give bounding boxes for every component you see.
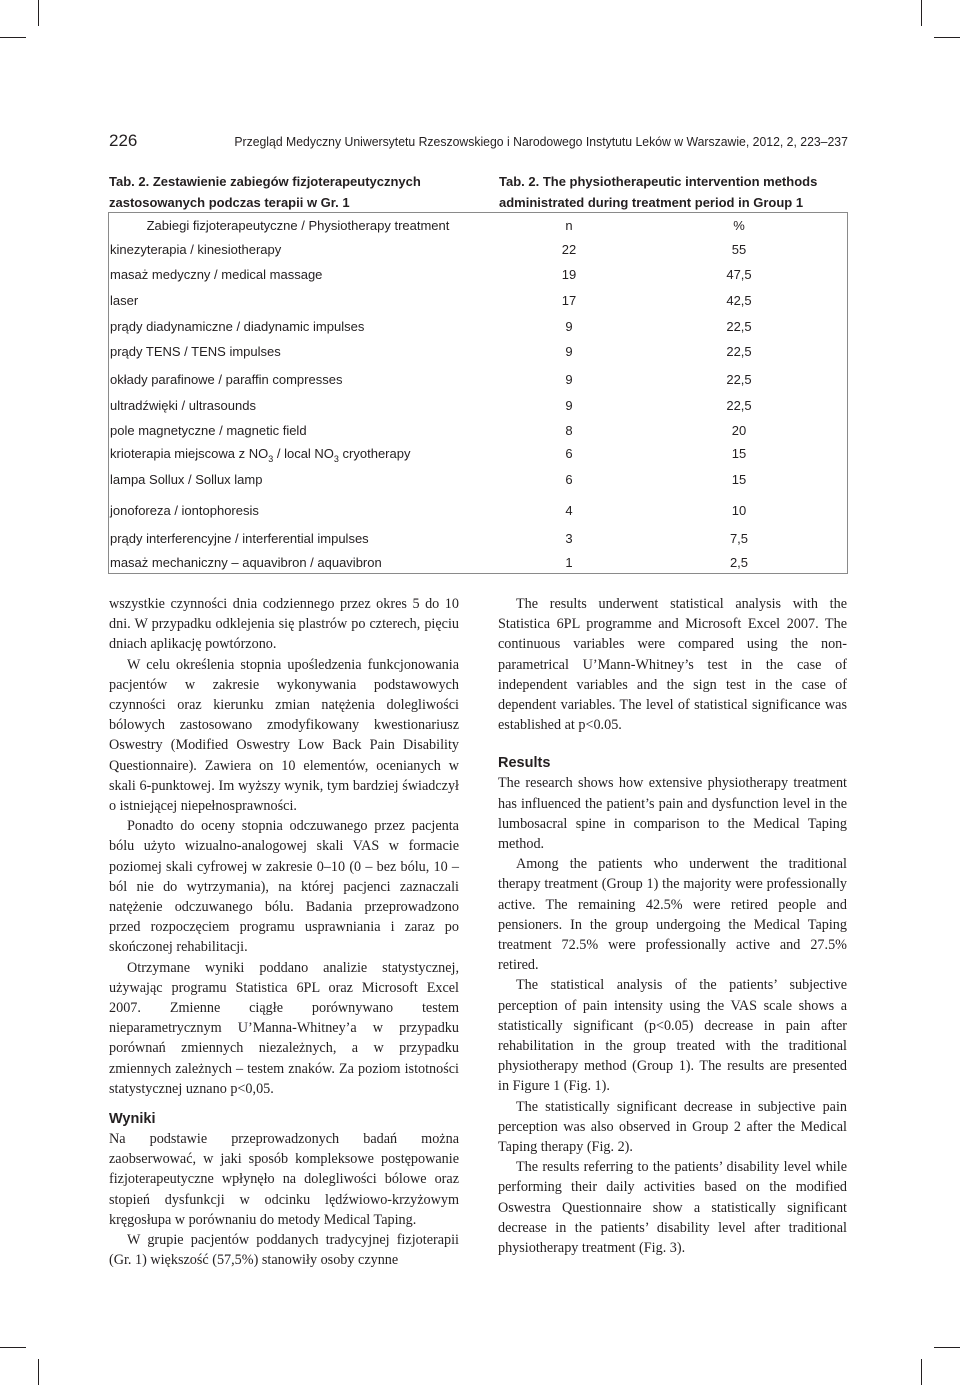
treatment-n: 6 — [565, 472, 573, 487]
treatment-n: 22 — [561, 242, 577, 257]
paragraph: Ponadto do oceny stopnia odczuwanego przez pacjenta bólu użyto wizualno-analogowej skali VAS w formacie poziomej skali cyfrowej w zakresie 0–10 (0 – bez bólu, 10 – ból nie do wytrzymania), na której pacjenci zaznaczali natężenie odczuwanego bólu. Badania przeprowadzono przed rozpoczęciem programu usprawniania i zaraz po skończonej rehabilitacji. — [109, 818, 459, 956]
column-header-n: n — [565, 218, 573, 233]
treatment-n: 4 — [565, 503, 573, 518]
journal-header: Przegląd Medyczny Uniwersytetu Rzeszowskiego i Narodowego Instytutu Leków w Warszawie, 2012, 2, 223–237 — [234, 134, 848, 149]
treatment-n: 9 — [565, 319, 573, 334]
treatment-percent: 42,5 — [726, 293, 752, 308]
treatment-name: jonoforeza / iontophoresis — [110, 503, 259, 518]
treatment-n: 9 — [565, 344, 573, 359]
treatment-n: 3 — [565, 531, 573, 546]
treatment-percent: 22,5 — [726, 372, 752, 387]
subscript: 3 — [333, 454, 339, 464]
paragraph: Among the patients who underwent the traditional therapy treatment (Group 1) the majority were professionally active. The remaining 42.5% were retired people and pensioners. In the group undergoing the Medical Taping treatment 72.5% were professionally active and 27.5% retired. — [498, 856, 847, 974]
column-header-percent: % — [733, 218, 745, 233]
table-caption-pl — [109, 172, 469, 213]
treatment-name: masaż mechaniczny – aquavibron / aquavibron — [110, 555, 382, 570]
crop-mark — [921, 0, 922, 26]
crop-mark — [38, 0, 39, 26]
treatment-name: prądy TENS / TENS impulses — [110, 344, 281, 359]
treatment-percent: 55 — [731, 242, 747, 257]
section-heading-wyniki: Wyniki — [109, 1111, 156, 1128]
paragraph: Na podstawie przeprowadzonych badań można zaobserwować, w jaki sposób kompleksowe postępowanie fizjoterapeutyczne wpłynęło na dolegliwości bólowe oraz stopień dysfunkcji w odcinku lędźwiowo-krzyżowym kręgosłupa w porównaniu do metody Medical Taping. — [109, 1131, 459, 1228]
subscript: 3 — [268, 454, 274, 464]
treatment-percent: 15 — [731, 446, 747, 461]
treatment-n: 19 — [561, 267, 577, 282]
caption-line: administrated during treatment period in Group 1 — [499, 194, 804, 210]
treatment-n: 17 — [561, 293, 577, 308]
caption-line: Tab. 2. Zestawienie zabiegów fizjoterapeutycznych — [109, 174, 421, 189]
treatment-n: 9 — [565, 398, 573, 413]
treatment-percent: 2,5 — [729, 555, 749, 570]
paragraph: The results referring to the patients’ disability level while performing their daily activities based on the modified Oswestra Questionnaire show a statistically significant decrease in the patients’ disability level after traditional physiotherapy treatment (Fig. 3). — [498, 1159, 847, 1257]
treatment-name: ultradźwięki / ultrasounds — [110, 398, 256, 413]
crop-mark — [0, 37, 26, 38]
paragraph: The statistical analysis of the patients’ subjective perception of pain intensity using the VAS scale shows a statistically significant (p<0.05) decrease in pain after rehabilitation in the group treated with the traditional physiotherapy method (Group 1). The results are presented in Figure 1 (Fig. 1). — [498, 977, 847, 1095]
name-part: krioterapia miejscowa z NO — [110, 446, 269, 461]
treatment-name — [110, 446, 411, 464]
page-number: 226 — [109, 131, 138, 150]
treatment-table — [108, 212, 848, 574]
treatment-name: kinezyterapia / kinesiotherapy — [110, 242, 282, 257]
treatment-n: 1 — [565, 555, 573, 570]
table-caption-en — [499, 172, 859, 213]
treatment-name: prądy diadynamiczne / diadynamic impulses — [110, 319, 365, 334]
paragraph: Otrzymane wyniki poddano analizie statystycznej, używając programu Statistica 6PL oraz Microsoft Excel 2007. Zmienne ciągłe porównywano testem nieparametrycznym U’Manna-Whitney’a w przypadku porównań zmiennych niezależnych, a w przypadku zmiennych zależnych – testem znaków. Za poziom istotności statystycznej uznano p<0,05. — [109, 959, 459, 1097]
treatment-percent: 47,5 — [726, 267, 752, 282]
paragraph: wszystkie czynności dnia codziennego przez okres 5 do 10 dni. W przypadku odklejenia się plastrów po czterech, pięciu dniach aplikację powtórzono. — [109, 596, 459, 653]
treatment-name: pole magnetyczne / magnetic field — [110, 423, 307, 438]
treatment-percent: 15 — [731, 472, 747, 487]
treatment-n: 6 — [565, 446, 573, 461]
left-text-column — [109, 594, 459, 1271]
crop-mark — [38, 1359, 39, 1385]
treatment-percent: 22,5 — [726, 344, 752, 359]
crop-mark — [921, 1359, 922, 1385]
paragraph: W celu określenia stopnia upośledzenia funkcjonowania pacjentów w zakresie wykonywania podstawowych czynności oraz kierunku zmian natężenia dolegliwości bólowych zastosowano zmodyfikowany kwestionariusz Oswestry (Modified Oswestry Low Back Pain Disability Questionnaire). Zawiera on 10 elementów, ocenianych w skali 6-punktowej. Im wyższy wynik, tym bardziej świadczył o istniejącej niepełnosprawności. — [109, 656, 459, 815]
crop-mark — [934, 37, 960, 38]
caption-line: Tab. 2. The physiotherapeutic intervention methods — [499, 174, 818, 189]
treatment-name: okłady parafinowe / paraffin compresses — [110, 372, 343, 387]
caption-line: zastosowanych podczas terapii w Gr. 1 — [109, 194, 350, 210]
right-text-column — [498, 594, 847, 1258]
treatment-percent: 10 — [731, 503, 747, 518]
treatment-name: lampa Sollux / Sollux lamp — [110, 472, 263, 487]
name-part: / local NO — [273, 446, 334, 461]
paragraph: The statistically significant decrease in subjective pain perception was also observed in Group 2 after the Medical Taping therapy (Fig. 2). — [498, 1098, 847, 1156]
name-part: cryotherapy — [338, 446, 411, 461]
crop-mark — [0, 1347, 26, 1348]
treatment-percent: 22,5 — [726, 398, 752, 413]
paragraph: The research shows how extensive physiotherapy treatment has influenced the patient’s pain and dysfunction level in the lumbosacral spine in comparison to the Medical Taping method. — [498, 775, 847, 853]
treatment-name: laser — [110, 293, 139, 308]
paragraph: W grupie pacjentów poddanych tradycyjnej fizjoterapii (Gr. 1) większość (57,5%) stanowiły osoby czynne — [109, 1232, 459, 1269]
paragraph: The results underwent statistical analysis with the Statistica 6PL programme and Microsoft Excel 2007. The continuous variables were compared using the non-parametrical U’Mann-Whitney’s test in the case of independent variables and the sign test in the case of dependent variables. The level of statistical significance was established at p<0.05. — [498, 596, 847, 734]
treatment-name: prądy interferencyjne / interferential impulses — [110, 531, 369, 546]
treatment-percent: 22,5 — [726, 319, 752, 334]
treatment-n: 9 — [565, 372, 573, 387]
treatment-name: masaż medyczny / medical massage — [110, 267, 323, 282]
column-header-treatment: Zabiegi fizjoterapeutyczne / Physiotherapy treatment — [146, 218, 450, 233]
treatment-percent: 7,5 — [729, 531, 749, 546]
treatment-percent: 20 — [731, 423, 747, 438]
crop-mark — [934, 1347, 960, 1348]
treatment-n: 8 — [565, 423, 573, 438]
section-heading-results: Results — [498, 755, 551, 772]
